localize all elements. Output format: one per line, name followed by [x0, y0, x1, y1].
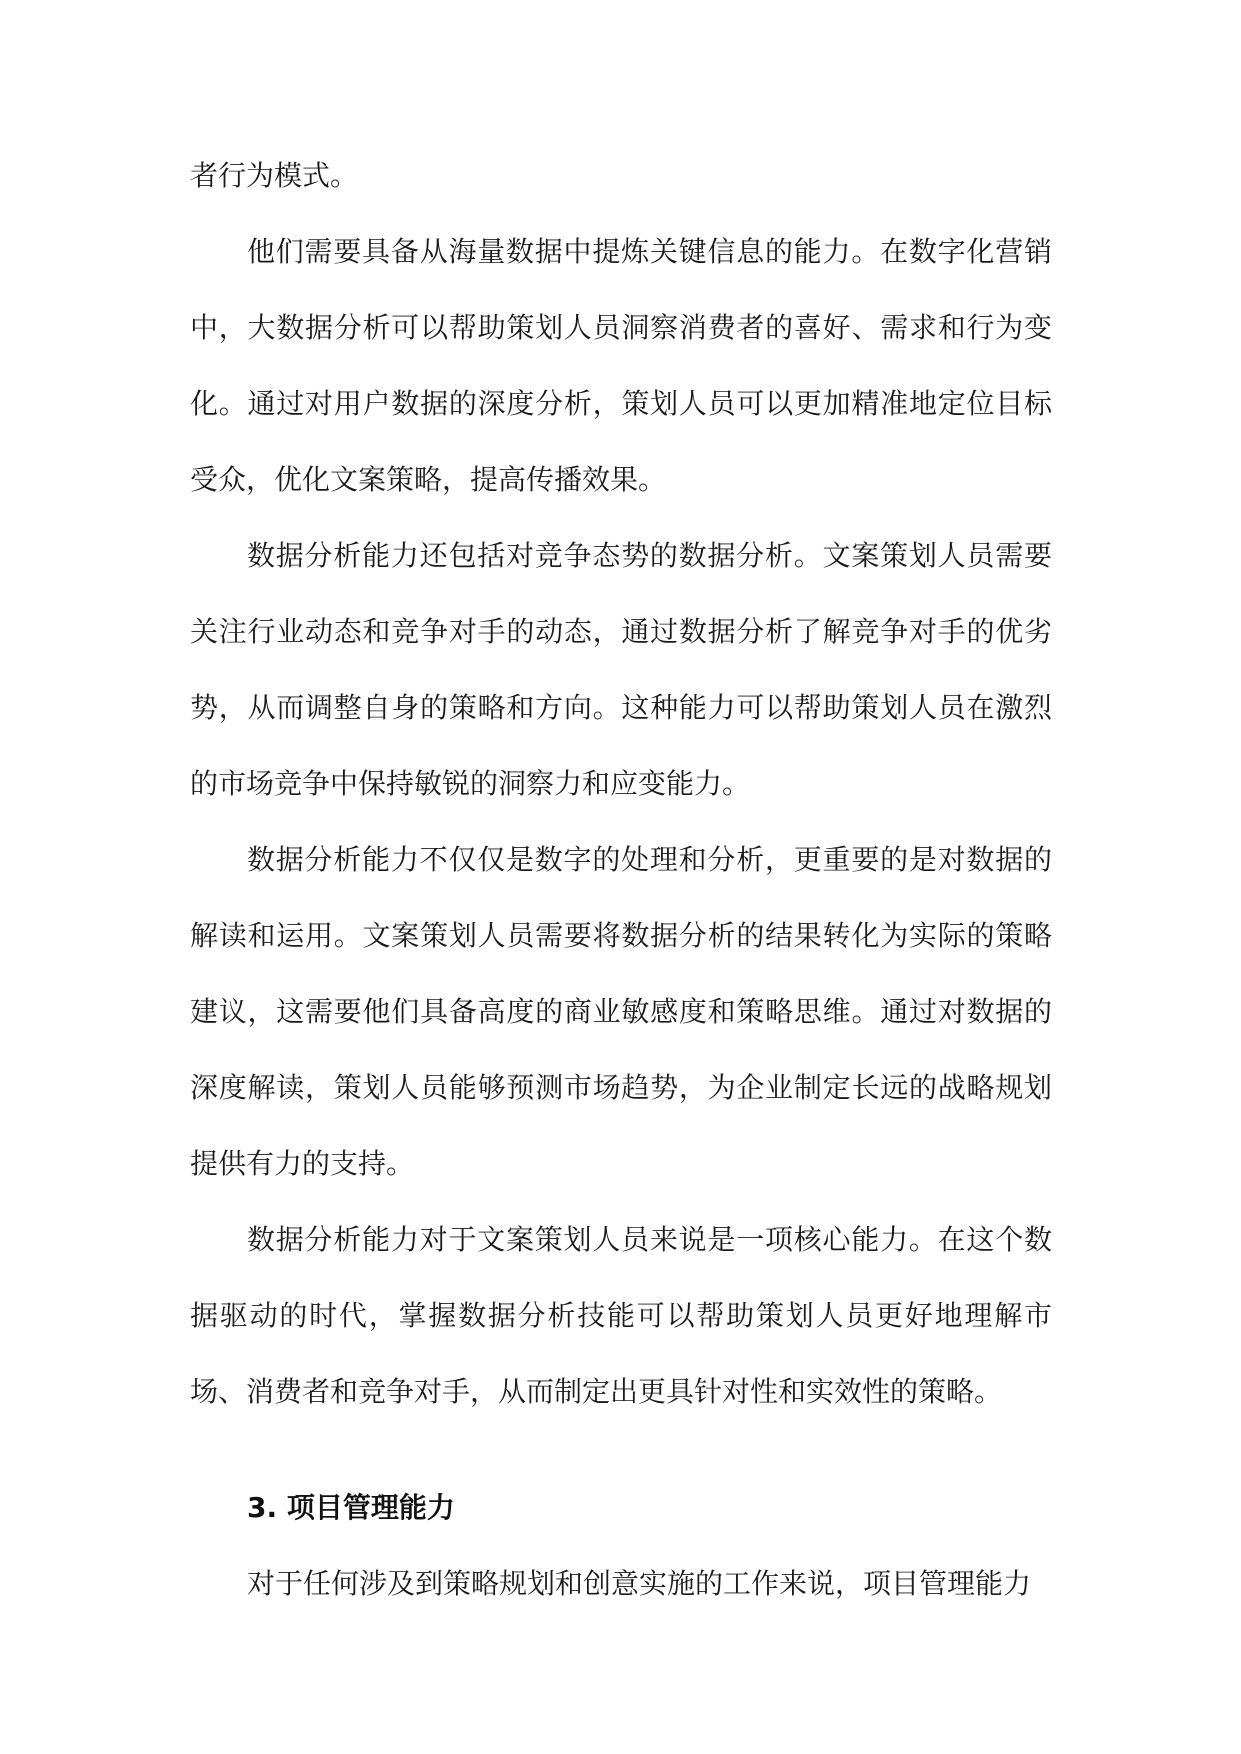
section-heading: 3. 项目管理能力: [247, 1491, 455, 1524]
section-paragraph: 对于任何涉及到策略规划和创意实施的工作来说，项目管理能力: [247, 1567, 1032, 1600]
document-body: [190, 138, 1052, 1622]
paragraph-continuation: 者行为模式。: [190, 159, 359, 192]
paragraph: 数据分析能力对于文案策划人员来说是一项核心能力。在这个数据驱动的时代，掌握数据分析技能可以帮助策划人员更好地理解市场、消费者和竞争对手，从而制定出更具针对性和实效性的策略。: [190, 1223, 1052, 1408]
paragraph: 他们需要具备从海量数据中提炼关键信息的能力。在数字化营销中，大数据分析可以帮助策划人员洞察消费者的喜好、需求和行为变化。通过对用户数据的深度分析，策划人员可以更加精准地定位目标受众，优化文案策略，提高传播效果。: [190, 235, 1052, 496]
paragraph: 数据分析能力不仅仅是数字的处理和分析，更重要的是对数据的解读和运用。文案策划人员需要将数据分析的结果转化为实际的策略建议，这需要他们具备高度的商业敏感度和策略思维。通过对数据的深度解读，策划人员能够预测市场趋势，为企业制定长远的战略规划提供有力的支持。: [190, 843, 1052, 1180]
paragraph: 数据分析能力还包括对竞争态势的数据分析。文案策划人员需要关注行业动态和竞争对手的动态，通过数据分析了解竞争对手的优劣势，从而调整自身的策略和方向。这种能力可以帮助策划人员在激烈的市场竞争中保持敏锐的洞察力和应变能力。: [190, 539, 1052, 800]
